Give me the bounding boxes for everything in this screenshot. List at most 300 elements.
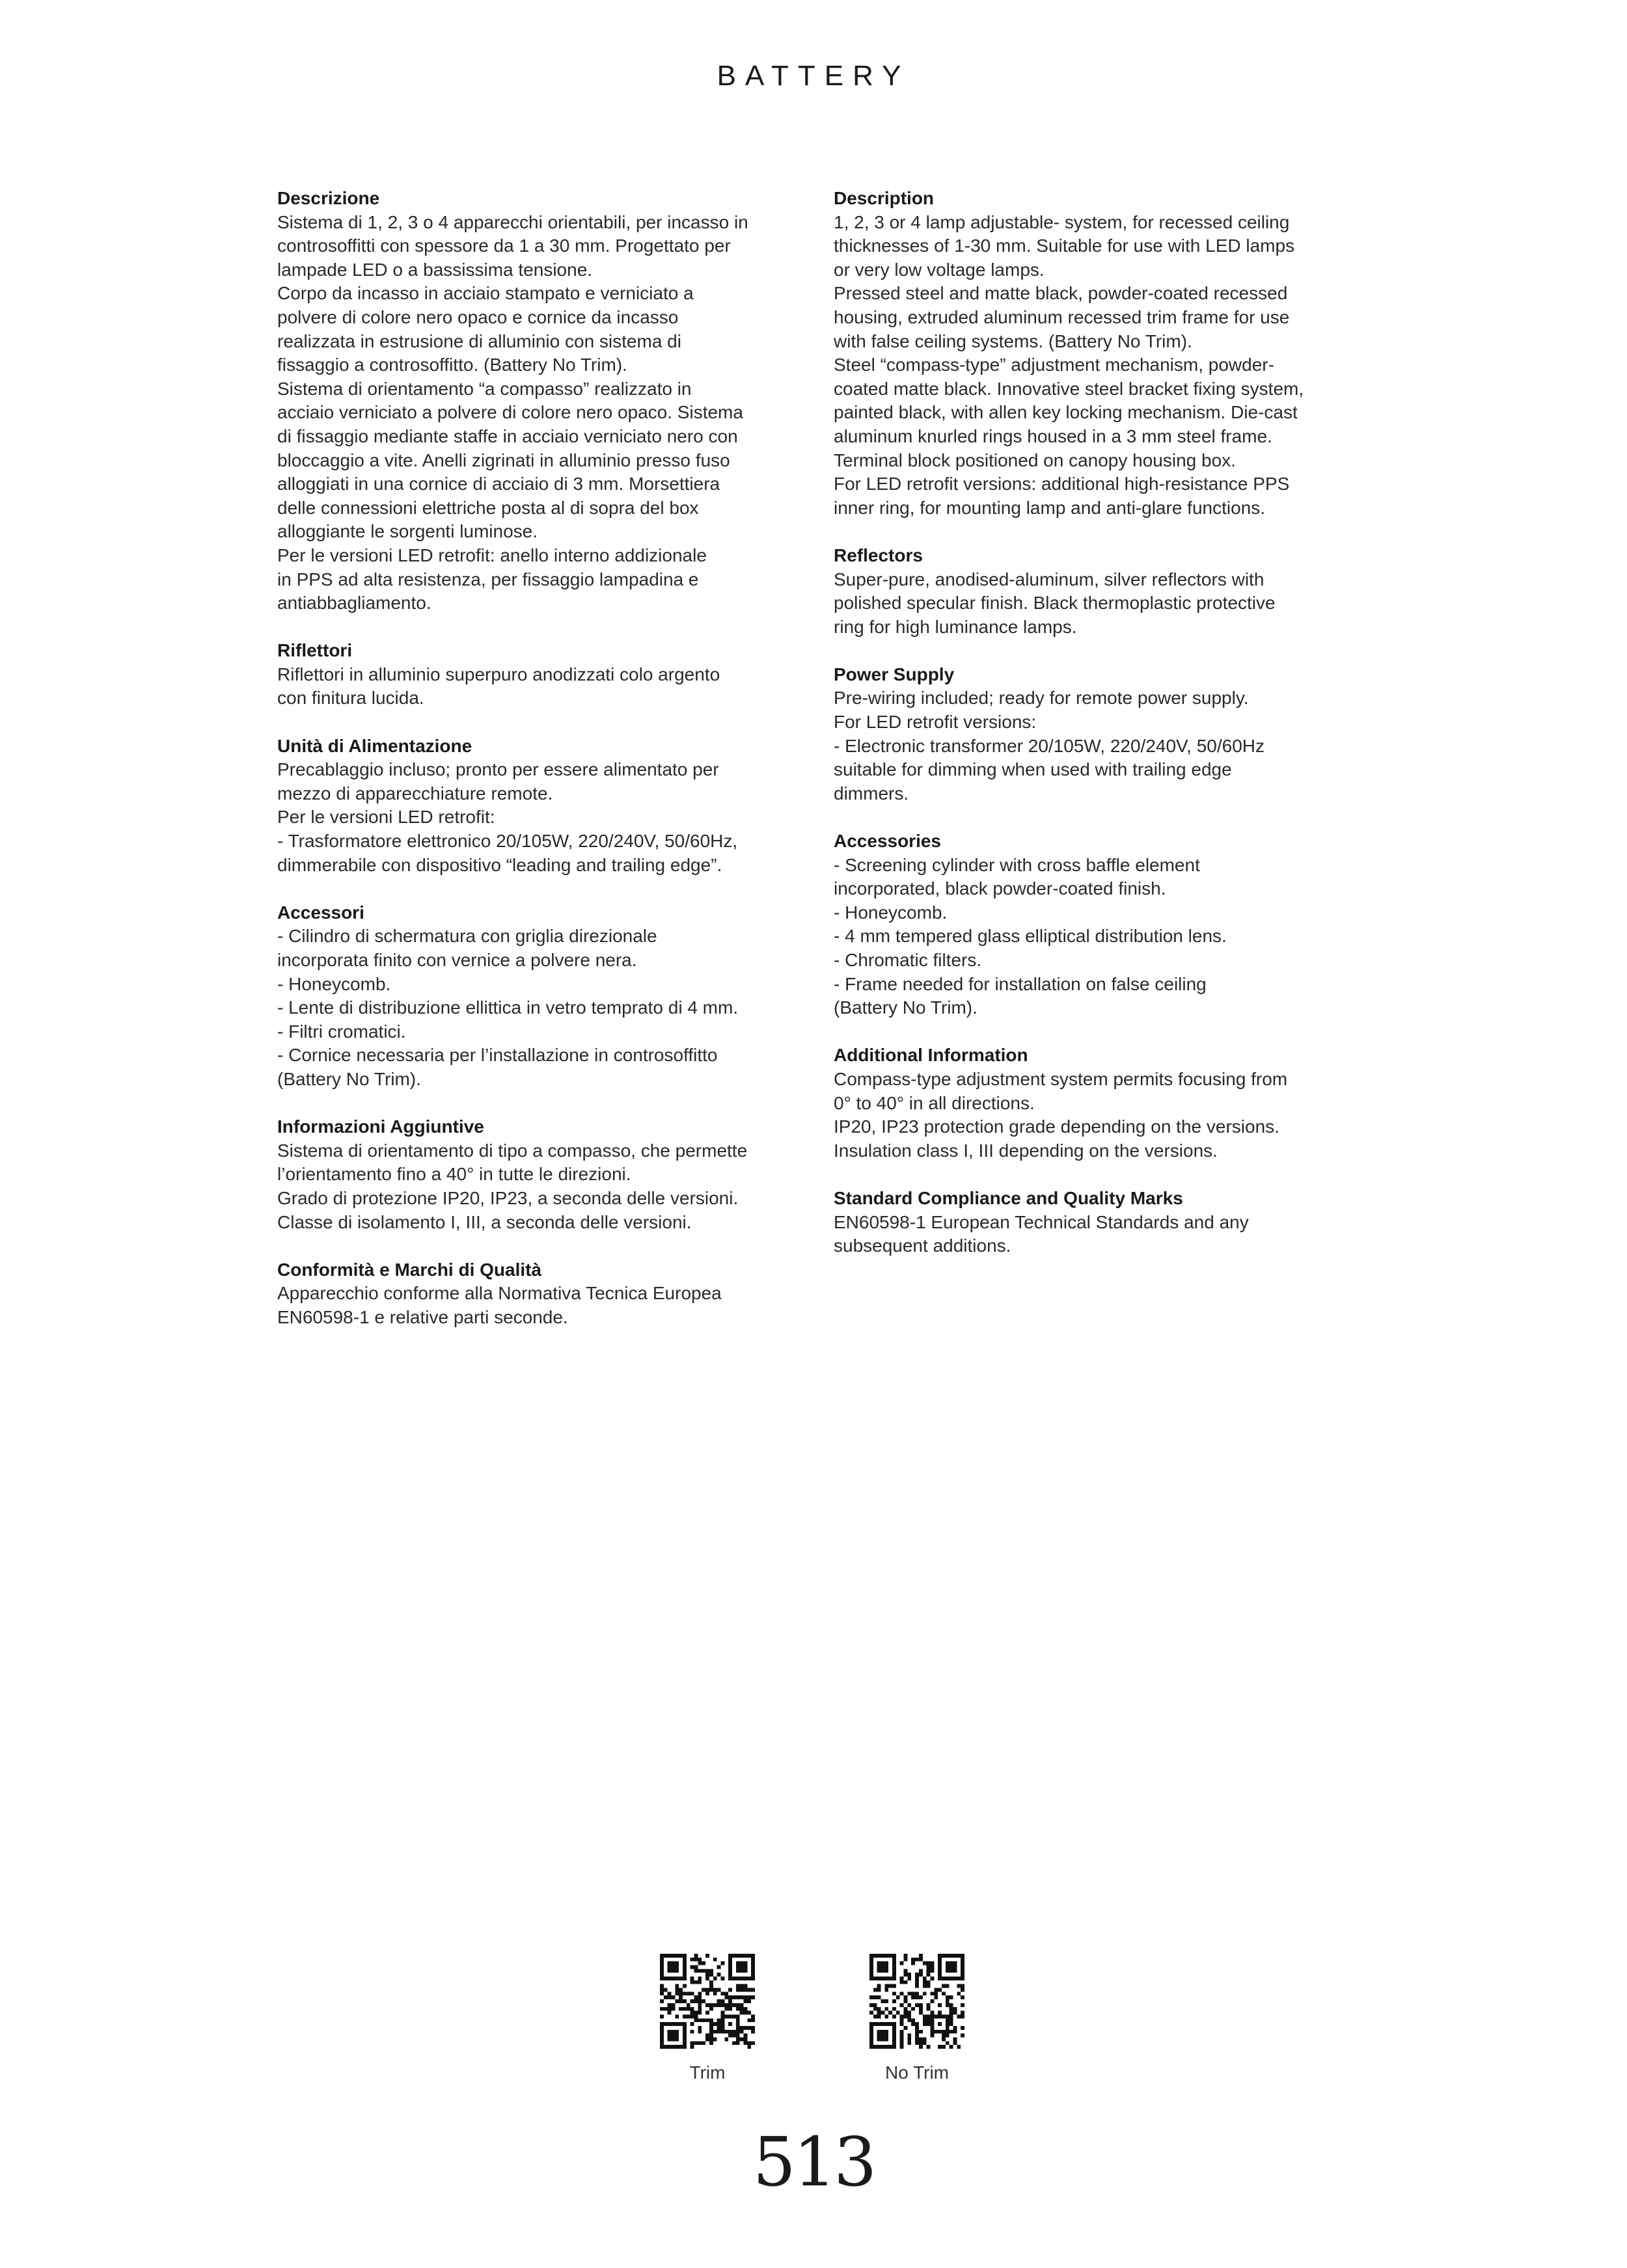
qr-module [713, 2037, 717, 2041]
qr-module [668, 1965, 672, 1969]
qr-module [664, 2045, 668, 2049]
qr-module [904, 2026, 908, 2030]
qr-module [709, 2030, 713, 2034]
qr-module [675, 2034, 679, 2038]
qr-module [915, 1980, 919, 1984]
qr-module [950, 1977, 953, 1980]
qr-module [950, 1969, 953, 1973]
qr-module [728, 1954, 732, 1958]
qr-module [694, 2014, 698, 2018]
qr-module [672, 2045, 676, 2049]
qr-module [717, 2003, 721, 2007]
qr-module [892, 1965, 896, 1969]
qr-module [705, 1969, 709, 1973]
qr-module [919, 1954, 923, 1958]
qr-module [896, 1995, 900, 1999]
qr-module [668, 1991, 672, 1995]
qr-module [672, 1954, 676, 1958]
qr-module [904, 2007, 908, 2011]
qr-module [683, 2034, 687, 2038]
qr-module [938, 1977, 942, 1980]
qr-module [904, 2014, 908, 2018]
qr-module [720, 1977, 724, 1980]
qr-module [888, 1984, 892, 1988]
qr-module [690, 1980, 694, 1984]
section-heading: Accessori [277, 902, 364, 923]
qr-module [747, 1977, 751, 1980]
qr-module [892, 2026, 896, 2030]
qr-module [668, 2037, 672, 2041]
qr-module [946, 1995, 950, 1999]
qr-module [740, 1969, 744, 1973]
qr-module [919, 2007, 923, 2011]
qr-module [736, 1962, 740, 1965]
qr-module [884, 1984, 888, 1988]
qr-module [877, 2045, 881, 2049]
qr-module [709, 2018, 713, 2022]
qr-module [751, 2018, 755, 2022]
qr-module [888, 2022, 892, 2026]
qr-module [942, 2037, 946, 2041]
qr-module [728, 1965, 732, 1969]
qr-module [923, 2018, 927, 2022]
qr-module [668, 2011, 672, 2015]
qr-module [720, 1962, 724, 1965]
qr-module [900, 2041, 904, 2045]
qr-module [702, 2041, 705, 2045]
qr-module [950, 2003, 953, 2007]
qr-module [717, 2030, 721, 2034]
qr-module [946, 1965, 950, 1969]
qr-module [884, 1977, 888, 1980]
qr-module [923, 2022, 927, 2026]
section-heading: Riflettori [277, 640, 353, 661]
qr-module [660, 1991, 664, 1995]
qr-module [946, 2026, 950, 2030]
qr-module [881, 1999, 885, 2003]
qr-module [668, 2030, 672, 2034]
qr-module [869, 1962, 873, 1965]
qr-module [946, 1999, 950, 2003]
qr-module [873, 2045, 877, 2049]
qr-module [907, 1977, 911, 1980]
qr-module [683, 2045, 687, 2049]
qr-module [881, 2034, 885, 2038]
qr-module [938, 1954, 942, 1958]
qr-module [904, 1969, 908, 1973]
qr-module [675, 1969, 679, 1973]
qr-module [751, 1973, 755, 1977]
qr-module [683, 2026, 687, 2030]
qr-module [923, 1984, 927, 1988]
qr-module [869, 2011, 873, 2015]
qr-module [869, 1965, 873, 1969]
qr-module [873, 2007, 877, 2011]
qr-module [900, 2030, 904, 2034]
qr-module [698, 2003, 702, 2007]
qr-module [873, 1977, 877, 1980]
qr-module [732, 2034, 736, 2038]
qr-module [938, 2045, 942, 2049]
qr-module [919, 2045, 923, 2049]
qr-module [679, 1999, 683, 2003]
qr-module [660, 2037, 664, 2041]
qr-module [698, 1977, 702, 1980]
qr-module [884, 1965, 888, 1969]
qr-module [892, 1991, 896, 1995]
qr-module [927, 2003, 931, 2007]
qr-module [672, 2022, 676, 2026]
qr-module [961, 1984, 964, 1988]
qr-module [911, 2022, 915, 2026]
qr-label-trim: Trim [689, 2062, 726, 2083]
qr-module [664, 2022, 668, 2026]
qr-module [900, 1980, 904, 1984]
qr-module [736, 2034, 740, 2038]
section-heading: Power Supply [834, 664, 955, 684]
qr-module [884, 2007, 888, 2011]
qr-module [672, 1962, 676, 1965]
qr-module [694, 2041, 698, 2045]
qr-module [961, 1969, 964, 1973]
qr-module [915, 2037, 919, 2041]
qr-module [961, 2003, 964, 2007]
qr-module [668, 1995, 672, 1999]
qr-module [892, 2037, 896, 2041]
qr-module [705, 1954, 709, 1958]
qr-module [915, 1991, 919, 1995]
qr-module [946, 2034, 950, 2038]
qr-module [953, 1977, 957, 1980]
qr-module [709, 2007, 713, 2011]
qr-module [942, 1991, 946, 1995]
qr-module [728, 1977, 732, 1980]
qr-module [884, 1969, 888, 1973]
qr-module [942, 2034, 946, 2038]
qr-module [675, 1999, 679, 2003]
qr-module [751, 2014, 755, 2018]
qr-module [930, 1999, 934, 2003]
qr-module [934, 1991, 938, 1995]
qr-module [892, 1984, 896, 1988]
qr-module [919, 2041, 923, 2045]
qr-module [736, 2026, 740, 2030]
qr-module [892, 2030, 896, 2034]
section-body: Sistema di orientamento di tipo a compasso, che permette l’orientamento fino a 40° in tutte le direzioni. Grado di protezione IP20, IP23, a seconda delle versioni. Classe di isolamento I, III, a seconda delle versioni. [277, 1140, 748, 1232]
qr-module [709, 2041, 713, 2045]
qr-module [690, 1999, 694, 2003]
qr-module [660, 2026, 664, 2030]
qr-module [668, 2022, 672, 2026]
qr-module [881, 2011, 885, 2015]
qr-module [709, 1969, 713, 1973]
qr-module [869, 1973, 873, 1977]
qr-module [884, 1988, 888, 1992]
qr-module [927, 2007, 931, 2011]
qr-module [698, 1958, 702, 1962]
qr-module [679, 1954, 683, 1958]
qr-module [892, 1973, 896, 1977]
qr-module [660, 2041, 664, 2045]
qr-module [736, 2022, 740, 2026]
qr-module [717, 1973, 721, 1977]
section-body: Super-pure, anodised-aluminum, silver reflectors with polished specular finish. Black thermoplastic protective ring for high luminance lamps. [834, 569, 1276, 637]
qr-module [892, 2045, 896, 2049]
qr-module [881, 1969, 885, 1973]
qr-module [934, 1988, 938, 1992]
qr-module [927, 1965, 931, 1969]
qr-module [930, 1969, 934, 1973]
qr-module [672, 2007, 676, 2011]
qr-module [927, 2014, 931, 2018]
qr-module [957, 2014, 961, 2018]
section-body: - Cilindro di schermatura con griglia direzionale incorporata finito con vernice a polvere nera. - Honeycomb. - Lente di distribuzione ellittica in vetro temprato di 4 mm. - Filtri cromatici. - Cornice necessaria per l’installazione in controsoffitto (Battery No Trim). [277, 926, 739, 1089]
qr-module [961, 1958, 964, 1962]
qr-module [724, 1995, 728, 1999]
qr-module [938, 1962, 942, 1965]
qr-module [950, 2011, 953, 2015]
qr-module [724, 2007, 728, 2011]
qr-module [683, 1958, 687, 1962]
qr-module [675, 2022, 679, 2026]
qr-module [717, 1965, 721, 1969]
qr-module [946, 2018, 950, 2022]
qr-module [720, 2003, 724, 2007]
qr-module [915, 2022, 919, 2026]
qr-module [938, 1988, 942, 1992]
qr-module [675, 1965, 679, 1969]
qr-module [877, 2034, 881, 2038]
qr-module [961, 1995, 964, 1999]
section-heading: Unità di Alimentazione [277, 735, 472, 756]
qr-module [690, 2011, 694, 2015]
section-conformita [277, 1258, 798, 1330]
italian-column [277, 187, 798, 1353]
qr-module [907, 2041, 911, 2045]
page-title: BATTERY [717, 60, 910, 92]
qr-module [660, 2014, 664, 2018]
qr-module [751, 1995, 755, 1999]
qr-module [668, 1977, 672, 1980]
qr-module [900, 1962, 904, 1965]
qr-module [679, 1977, 683, 1980]
qr-module [698, 2011, 702, 2015]
qr-module [694, 1995, 698, 1999]
qr-module [709, 2037, 713, 2041]
qr-module [892, 2034, 896, 2038]
qr-module [668, 1954, 672, 1958]
qr-module [683, 2022, 687, 2026]
qr-module [675, 2037, 679, 2041]
qr-module [698, 2041, 702, 2045]
section-body: - Screening cylinder with cross baffle element incorporated, black powder-coated finish. - Honeycomb. - 4 mm tempered glass elliptical distribution lens. - Chromatic filters. - Frame needed for installation on false ceiling (Battery No Trim). [834, 854, 1227, 1018]
qr-module [946, 2041, 950, 2045]
page-number: 513 [752, 2122, 875, 2202]
qr-module [740, 2030, 744, 2034]
qr-module [702, 1969, 705, 1973]
section-body: Riflettori in alluminio superpuro anodizzati colo argento con finitura lucida. [277, 664, 720, 709]
qr-module [690, 2045, 694, 2049]
qr-module [751, 1965, 755, 1969]
qr-module [869, 2041, 873, 2045]
qr-module [930, 2011, 934, 2015]
qr-module [942, 1984, 946, 1988]
qr-module [660, 1988, 664, 1992]
section-heading: Additional Information [834, 1045, 1028, 1066]
qr-module [664, 1954, 668, 1958]
qr-module [743, 1954, 747, 1958]
qr-module [892, 1999, 896, 2003]
qr-module [907, 2003, 911, 2007]
qr-module [683, 1969, 687, 1973]
section-body: Sistema di 1, 2, 3 o 4 apparecchi orientabili, per incasso in controsoffitti con spessore da 1 a 30 mm. Progettato per lampade LED o a bassissima tensione. Corpo da incasso in acciaio stampato e verniciato a polvere di colore nero opaco e cornice da incasso realizzata in estrusione di alluminio con sistema di fissaggio a controsoffitto. (Battery No Trim). Sistema di orientamento “a compasso” realizzato in acciaio verniciato a polvere di colore nero opaco. Sistema di fissaggio mediante staffe in acciaio verniciato nero con bloccaggio a vite. Anelli zigrinati in alluminio presso fuso alloggiati in una cornice di acciaio di 3 mm. Morsettiera delle connessioni elettriche posta al di sopra del box alloggiante le sorgenti luminose. Per le versioni LED retrofit: anello interno addizionale in PPS ad alta resistenza, per fissaggio lampadina e antiabbagliamento. [277, 211, 748, 614]
qr-module [907, 2018, 911, 2022]
qr-module [694, 2018, 698, 2022]
qr-module [713, 2003, 717, 2007]
qr-module [953, 1954, 957, 1958]
qr-module [668, 2007, 672, 2011]
qr-module [724, 1991, 728, 1995]
qr-module [747, 1988, 751, 1992]
section-alimentazione [277, 735, 798, 878]
qr-module [911, 2007, 915, 2011]
qr-module [717, 1988, 721, 1992]
qr-module [873, 1995, 877, 1999]
qr-module [740, 1965, 744, 1969]
qr-module [892, 1958, 896, 1962]
qr-module [709, 2026, 713, 2030]
qr-module [930, 2026, 934, 2030]
qr-module [911, 1995, 915, 1999]
qr-module [961, 2026, 964, 2030]
qr-module [869, 2003, 873, 2007]
qr-module [930, 1965, 934, 1969]
qr-module [873, 2022, 877, 2026]
qr-module [709, 1988, 713, 1992]
section-descrizione [277, 187, 798, 615]
section-riflettori [277, 639, 798, 710]
qr-module [709, 2034, 713, 2038]
qr-module [919, 2003, 923, 2007]
qr-module [705, 2011, 709, 2015]
qr-module [720, 2014, 724, 2018]
qr-module [728, 1962, 732, 1965]
qr-module [724, 2037, 728, 2041]
qr-module [911, 1962, 915, 1965]
qr-module [942, 2045, 946, 2049]
qr-module [961, 1977, 964, 1980]
qr-module [953, 2030, 957, 2034]
qr-module [900, 2037, 904, 2041]
qr-module [892, 2007, 896, 2011]
qr-module [904, 1973, 908, 1977]
qr-module [915, 2030, 919, 2034]
qr-module [751, 2041, 755, 2045]
section-heading: Accessories [834, 831, 942, 852]
qr-module [747, 1954, 751, 1958]
qr-module [884, 2034, 888, 2038]
qr-module [743, 2011, 747, 2015]
qr-code-trim[interactable] [660, 1954, 755, 2049]
qr-module [892, 1969, 896, 1973]
qr-module [690, 2041, 694, 2045]
qr-module [702, 1962, 705, 1965]
qr-module [869, 2037, 873, 2041]
qr-code-no-trim[interactable] [869, 1954, 964, 2049]
qr-module [950, 1995, 953, 1999]
qr-module [709, 1984, 713, 1988]
qr-module [900, 2014, 904, 2018]
qr-module [660, 1962, 664, 1965]
qr-module [709, 1973, 713, 1977]
qr-module [736, 1988, 740, 1992]
qr-module [888, 1977, 892, 1980]
qr-module [675, 1991, 679, 1995]
qr-module [896, 2011, 900, 2015]
qr-module [892, 1977, 896, 1980]
section-additional-information [834, 1044, 1354, 1163]
qr-module [946, 1962, 950, 1965]
qr-module [950, 2022, 953, 2026]
qr-module [907, 1991, 911, 1995]
qr-module [904, 1995, 908, 1999]
qr-module [747, 2026, 751, 2030]
qr-module [953, 2007, 957, 2011]
qr-module [736, 2014, 740, 2018]
qr-module [728, 1988, 732, 1992]
qr-module [877, 2030, 881, 2034]
qr-module [698, 2018, 702, 2022]
qr-module [736, 1969, 740, 1973]
qr-module [687, 1991, 690, 1995]
qr-module [938, 1973, 942, 1977]
qr-module [705, 2018, 709, 2022]
qr-module [736, 2007, 740, 2011]
qr-module [732, 1995, 736, 1999]
qr-module [728, 1958, 732, 1962]
qr-module [675, 2030, 679, 2034]
qr-module [664, 1988, 668, 1992]
qr-module [698, 2026, 702, 2030]
qr-module [679, 2022, 683, 2026]
qr-module [877, 2037, 881, 2041]
qr-module [717, 2026, 721, 2030]
qr-module [705, 2003, 709, 2007]
qr-module [938, 1965, 942, 1969]
qr-module [720, 1999, 724, 2003]
qr-module [881, 1965, 885, 1969]
qr-module [675, 2014, 679, 2018]
qr-module [698, 1995, 702, 1999]
qr-module [911, 2018, 915, 2022]
qr-module [660, 2034, 664, 2038]
qr-module [728, 2003, 732, 2007]
qr-module [919, 1969, 923, 1973]
qr-module [869, 2045, 873, 2049]
qr-module [919, 1958, 923, 1962]
qr-module [892, 2041, 896, 2045]
qr-module [679, 1991, 683, 1995]
qr-module [709, 2022, 713, 2026]
qr-module [957, 1977, 961, 1980]
qr-module [900, 2045, 904, 2049]
qr-module [660, 1965, 664, 1969]
qr-module [698, 2030, 702, 2034]
qr-module [720, 2030, 724, 2034]
qr-module [679, 1988, 683, 1992]
qr-module [683, 1965, 687, 1969]
qr-module [660, 2030, 664, 2034]
